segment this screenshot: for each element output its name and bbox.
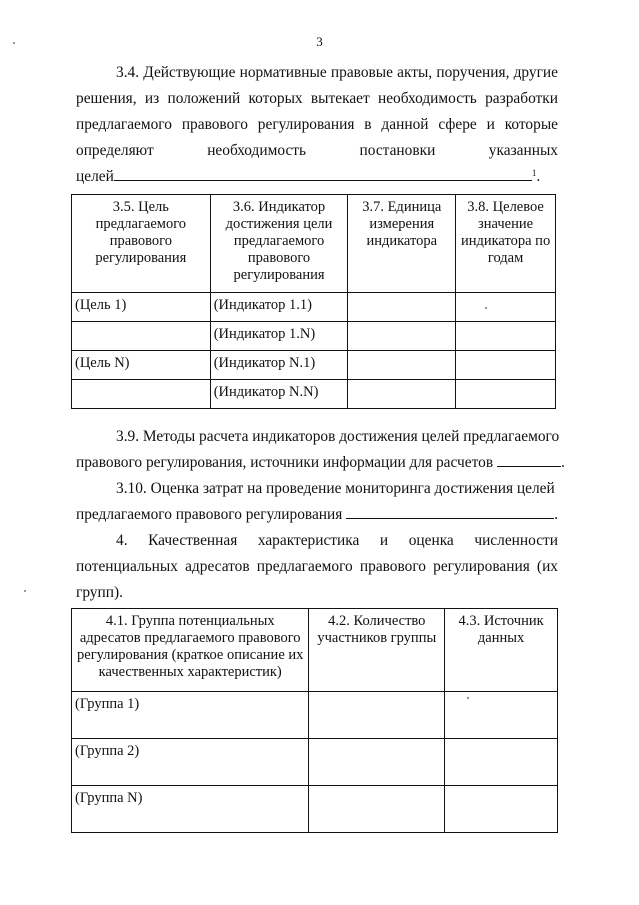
table-cell xyxy=(456,293,556,322)
section-3-4-line-5 xyxy=(76,164,558,190)
table-cell xyxy=(348,322,456,351)
table-cell xyxy=(309,739,445,786)
section-3-4 xyxy=(76,60,558,190)
blank-line xyxy=(346,504,554,519)
table-cell xyxy=(445,692,558,739)
table-row xyxy=(72,380,556,409)
table-cell xyxy=(72,322,211,351)
section-3-10-line-2-text: предлагаемого правового регулирования xyxy=(76,506,343,523)
table-cell xyxy=(445,739,558,786)
section-4-line-3: групп). xyxy=(76,584,123,601)
addressee-groups-table xyxy=(71,608,558,833)
header-unit: 3.7. Единица измерения индикатора xyxy=(348,195,456,293)
section-3-9-line-1: 3.9. Методы расчета индикаторов достижения целей предлагаемого xyxy=(116,428,560,445)
table-cell xyxy=(348,293,456,322)
header-indicator: 3.6. Индикатор достижения цели предлагаемого правового регулирования xyxy=(210,195,348,293)
table-header-row xyxy=(72,609,558,692)
scan-speck xyxy=(24,590,26,592)
section-3-9 xyxy=(76,424,565,476)
section-3-10-line-1: 3.10. Оценка затрат на проведение мониторинга достижения целей xyxy=(116,480,555,497)
goals-indicators-table xyxy=(71,194,556,409)
section-3-4-line-1: 3.4. Действующие нормативные правовые акты, поручения, другие xyxy=(116,64,558,81)
section-3-4-line-3: предлагаемого правового регулирования в данной сфере и которые xyxy=(76,116,558,133)
section-4-line-2: потенциальных адресатов предлагаемого правового регулирования (их xyxy=(76,558,558,575)
table-cell xyxy=(445,786,558,833)
table-row xyxy=(72,293,556,322)
scan-speck xyxy=(13,42,15,44)
section-3-10-line-2 xyxy=(76,502,558,528)
section-3-4-line-4: определяют необходимость постановки указанных xyxy=(76,142,558,159)
table-row xyxy=(72,786,558,833)
table-cell: (Группа 1) xyxy=(72,692,309,739)
header-group: 4.1. Группа потенциальных адресатов предлагаемого правового регулирования (краткое описание их качественных характеристик) xyxy=(72,609,309,692)
scan-speck xyxy=(485,307,487,309)
table-cell xyxy=(309,692,445,739)
blank-line xyxy=(497,452,561,467)
table-cell xyxy=(456,351,556,380)
section-3-4-end: . xyxy=(536,168,541,185)
table-row xyxy=(72,739,558,786)
section-3-4-line-2: решения, из положений которых вытекает необходимость разработки xyxy=(76,90,558,107)
section-3-10 xyxy=(76,476,558,528)
table-cell xyxy=(309,786,445,833)
table-row xyxy=(72,692,558,739)
table-cell xyxy=(72,380,211,409)
section-4-line-1: 4. Качественная характеристика и оценка численности xyxy=(116,532,558,549)
table-cell: (Индикатор N.N) xyxy=(210,380,348,409)
table-cell: (Цель 1) xyxy=(72,293,211,322)
table-cell: (Индикатор N.1) xyxy=(210,351,348,380)
table-cell: (Группа N) xyxy=(72,786,309,833)
section-3-10-end: . xyxy=(554,506,559,523)
table-cell: (Индикатор 1.1) xyxy=(210,293,348,322)
section-3-9-end: . xyxy=(560,454,565,471)
section-4 xyxy=(76,528,558,606)
footnote-mark: 1 xyxy=(531,168,537,178)
section-3-9-line-2-text: правового регулирования, источники информации для расчетов xyxy=(76,454,494,471)
header-target-value: 3.8. Целевое значение индикатора по годам xyxy=(456,195,556,293)
page-number: 3 xyxy=(316,34,323,49)
table-cell xyxy=(348,380,456,409)
table-cell xyxy=(456,322,556,351)
table-cell: (Индикатор 1.N) xyxy=(210,322,348,351)
table-header-row xyxy=(72,195,556,293)
section-3-9-line-2 xyxy=(76,450,565,476)
header-participant-count: 4.2. Количество участников группы xyxy=(309,609,445,692)
table-cell: (Группа 2) xyxy=(72,739,309,786)
header-data-source: 4.3. Источник данных xyxy=(445,609,558,692)
table-cell xyxy=(348,351,456,380)
section-3-4-last-word: целей xyxy=(76,168,114,185)
table-row xyxy=(72,351,556,380)
blank-line xyxy=(114,166,532,181)
table-cell xyxy=(456,380,556,409)
header-goal: 3.5. Цель предлагаемого правового регулирования xyxy=(72,195,211,293)
table-cell: (Цель N) xyxy=(72,351,211,380)
scan-speck xyxy=(467,697,469,699)
table-row xyxy=(72,322,556,351)
